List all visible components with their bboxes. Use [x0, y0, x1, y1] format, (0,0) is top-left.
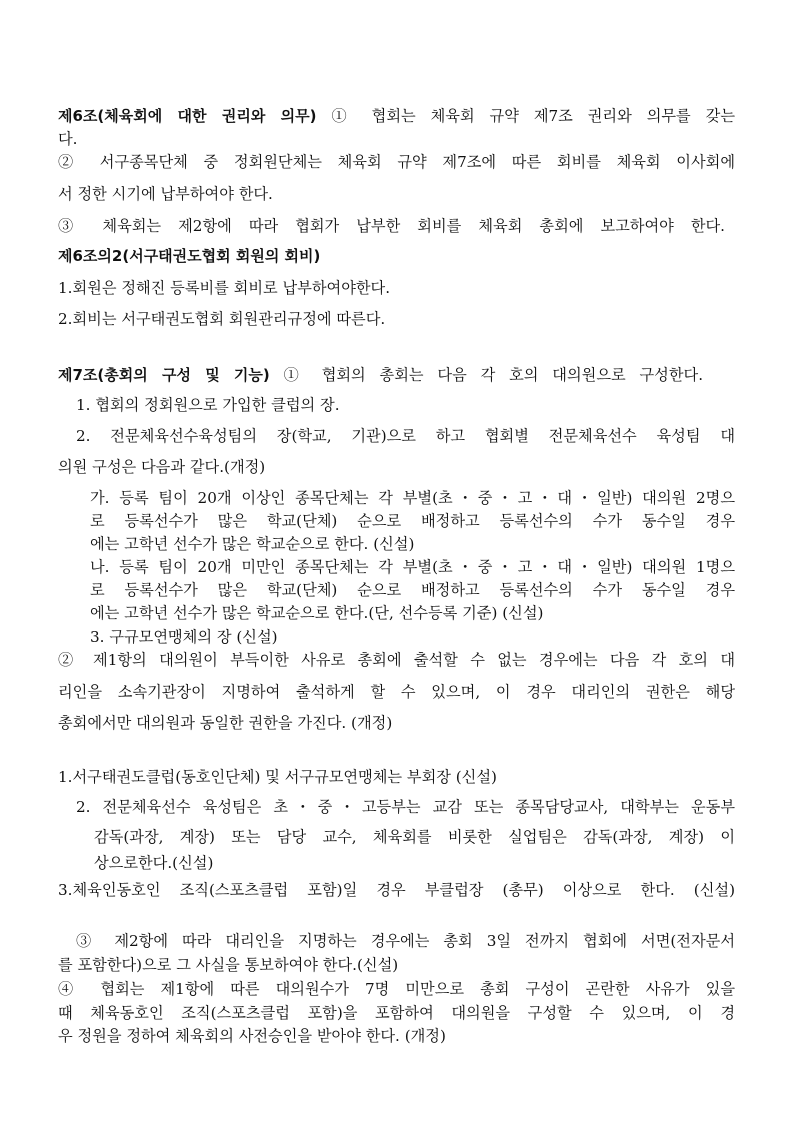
article7-para2-line3: 총회에서만 대의원과 동일한 권한을 가진다. (개정): [58, 714, 393, 732]
article7-item1: 1. 협회의 정회원으로 가입한 클럽의 장.: [76, 396, 340, 414]
article7-item3: 3. 구규모연맹체의 장 (신설): [90, 628, 278, 646]
article7-para2-line2: 리인을 소속기관장이 지명하여 출석하게 할 수 있으며, 이 경우 대리인의 권한은 해당: [58, 683, 735, 701]
article6-para2-line1: ② 서구종목단체 중 정회원단체는 체육회 규약 제7조에 따른 회비를 체육회 이사회에: [58, 153, 735, 171]
article7-sub2-line3: 상으로한다.(신설): [94, 854, 214, 872]
article7-para1: ① 협회의 총회는 다음 각 호의 대의원으로 구성한다.: [283, 366, 704, 384]
article6-para1-line1: ① 협회는 체육회 규약 제7조 권리와 의무를 갖는: [331, 107, 735, 125]
article6-para1-line2: 다.: [58, 130, 78, 148]
article7-sub3: 3.체육인동호인 조직(스포츠클럽 포함)일 경우 부클럽장 (총무) 이상으로 한다. (신설): [58, 881, 735, 899]
article6-para2-line2: 서 정한 시기에 납부하여야 한다.: [58, 185, 273, 203]
article7-para3-line1: ③ 제2항에 따라 대리인을 지명하는 경우에는 총회 3일 전까지 협회에 서면(전자문서: [76, 932, 735, 950]
article6-para3: ③ 체육회는 제2항에 따라 협회가 납부한 회비를 체육회 총회에 보고하여야 한다.: [58, 217, 725, 235]
article7-para4-line2: 때 체육동호인 조직(스포츠클럽 포함)을 포함하여 대의원을 구성할 수 있으며, 이 경: [58, 1004, 735, 1022]
article7-para2-line1: ② 제1항의 대의원이 부득이한 사유로 총회에 출석할 수 없는 경우에는 다음 각 호의 대: [58, 651, 735, 669]
article6-2-heading: 제6조의2(서구태권도협회 회원의 회비): [58, 247, 321, 265]
article7-ga-line3: 에는 고학년 선수가 많은 학교순으로 한다. (신설): [90, 535, 415, 553]
article7-ga-line2: 로 등록선수가 많은 학교(단체) 순으로 배정하고 등록선수의 수가 동수일 경우: [90, 512, 735, 530]
article7-para3-line2: 를 포함한다)으로 그 사실을 통보하여야 한다.(신설): [58, 956, 399, 974]
article6-heading: 제6조(체육회에 대한 권리와 의무): [58, 107, 317, 125]
article7-item2-line2: 의원 구성은 다음과 같다.(개정): [58, 458, 266, 476]
article7-sub1: 1.서구태권도클럽(동호인단체) 및 서구규모연맹체는 부회장 (신설): [58, 768, 497, 786]
article7-ga-line1: 가. 등록 팀이 20개 이상인 종목단체는 각 부별(초・중・고・대・일반) 대의원 2명으: [90, 489, 735, 507]
article7-para4-line1: ④ 협회는 제1항에 따른 대의원수가 7명 미만으로 총회 구성이 곤란한 사유가 있을: [58, 980, 735, 998]
article7-sub2-line1: 2. 전문체육선수 육성팀은 초・중・고등부는 교감 또는 종목담당교사, 대학부는 운동부: [76, 798, 735, 816]
article7-item2-line1: 2. 전문체육선수육성팀의 장(학교, 기관)으로 하고 협회별 전문체육선수 육성팀 대: [76, 427, 735, 445]
article7-sub2-line2: 감독(과장, 계장) 또는 담당 교수, 체육회를 비롯한 실업팀은 감독(과장, 계장) 이: [94, 828, 735, 846]
article7-para4-line3: 우 정원을 정하여 체육회의 사전승인을 받아야 한다. (개정): [58, 1027, 446, 1045]
article7-na-line1: 나. 등록 팀이 20개 미만인 종목단체는 각 부별(초・중・고・대・일반) 대의원 1명으: [90, 558, 735, 576]
article6-line1: [58, 106, 735, 126]
article7-heading: 제7조(총회의 구성 및 기능): [58, 366, 270, 384]
article7-na-line3: 에는 고학년 선수가 많은 학교순으로 한다.(단, 선수등록 기준) (신설): [90, 604, 544, 622]
article7-line1: [58, 365, 703, 385]
article7-na-line2: 로 등록선수가 많은 학교(단체) 순으로 배정하고 등록선수의 수가 동수일 경우: [90, 581, 735, 599]
article6-2-item1: 1.회원은 정해진 등록비를 회비로 납부하여야한다.: [58, 279, 391, 297]
article6-2-item2: 2.회비는 서구태권도협회 회원관리규정에 따른다.: [58, 310, 386, 328]
